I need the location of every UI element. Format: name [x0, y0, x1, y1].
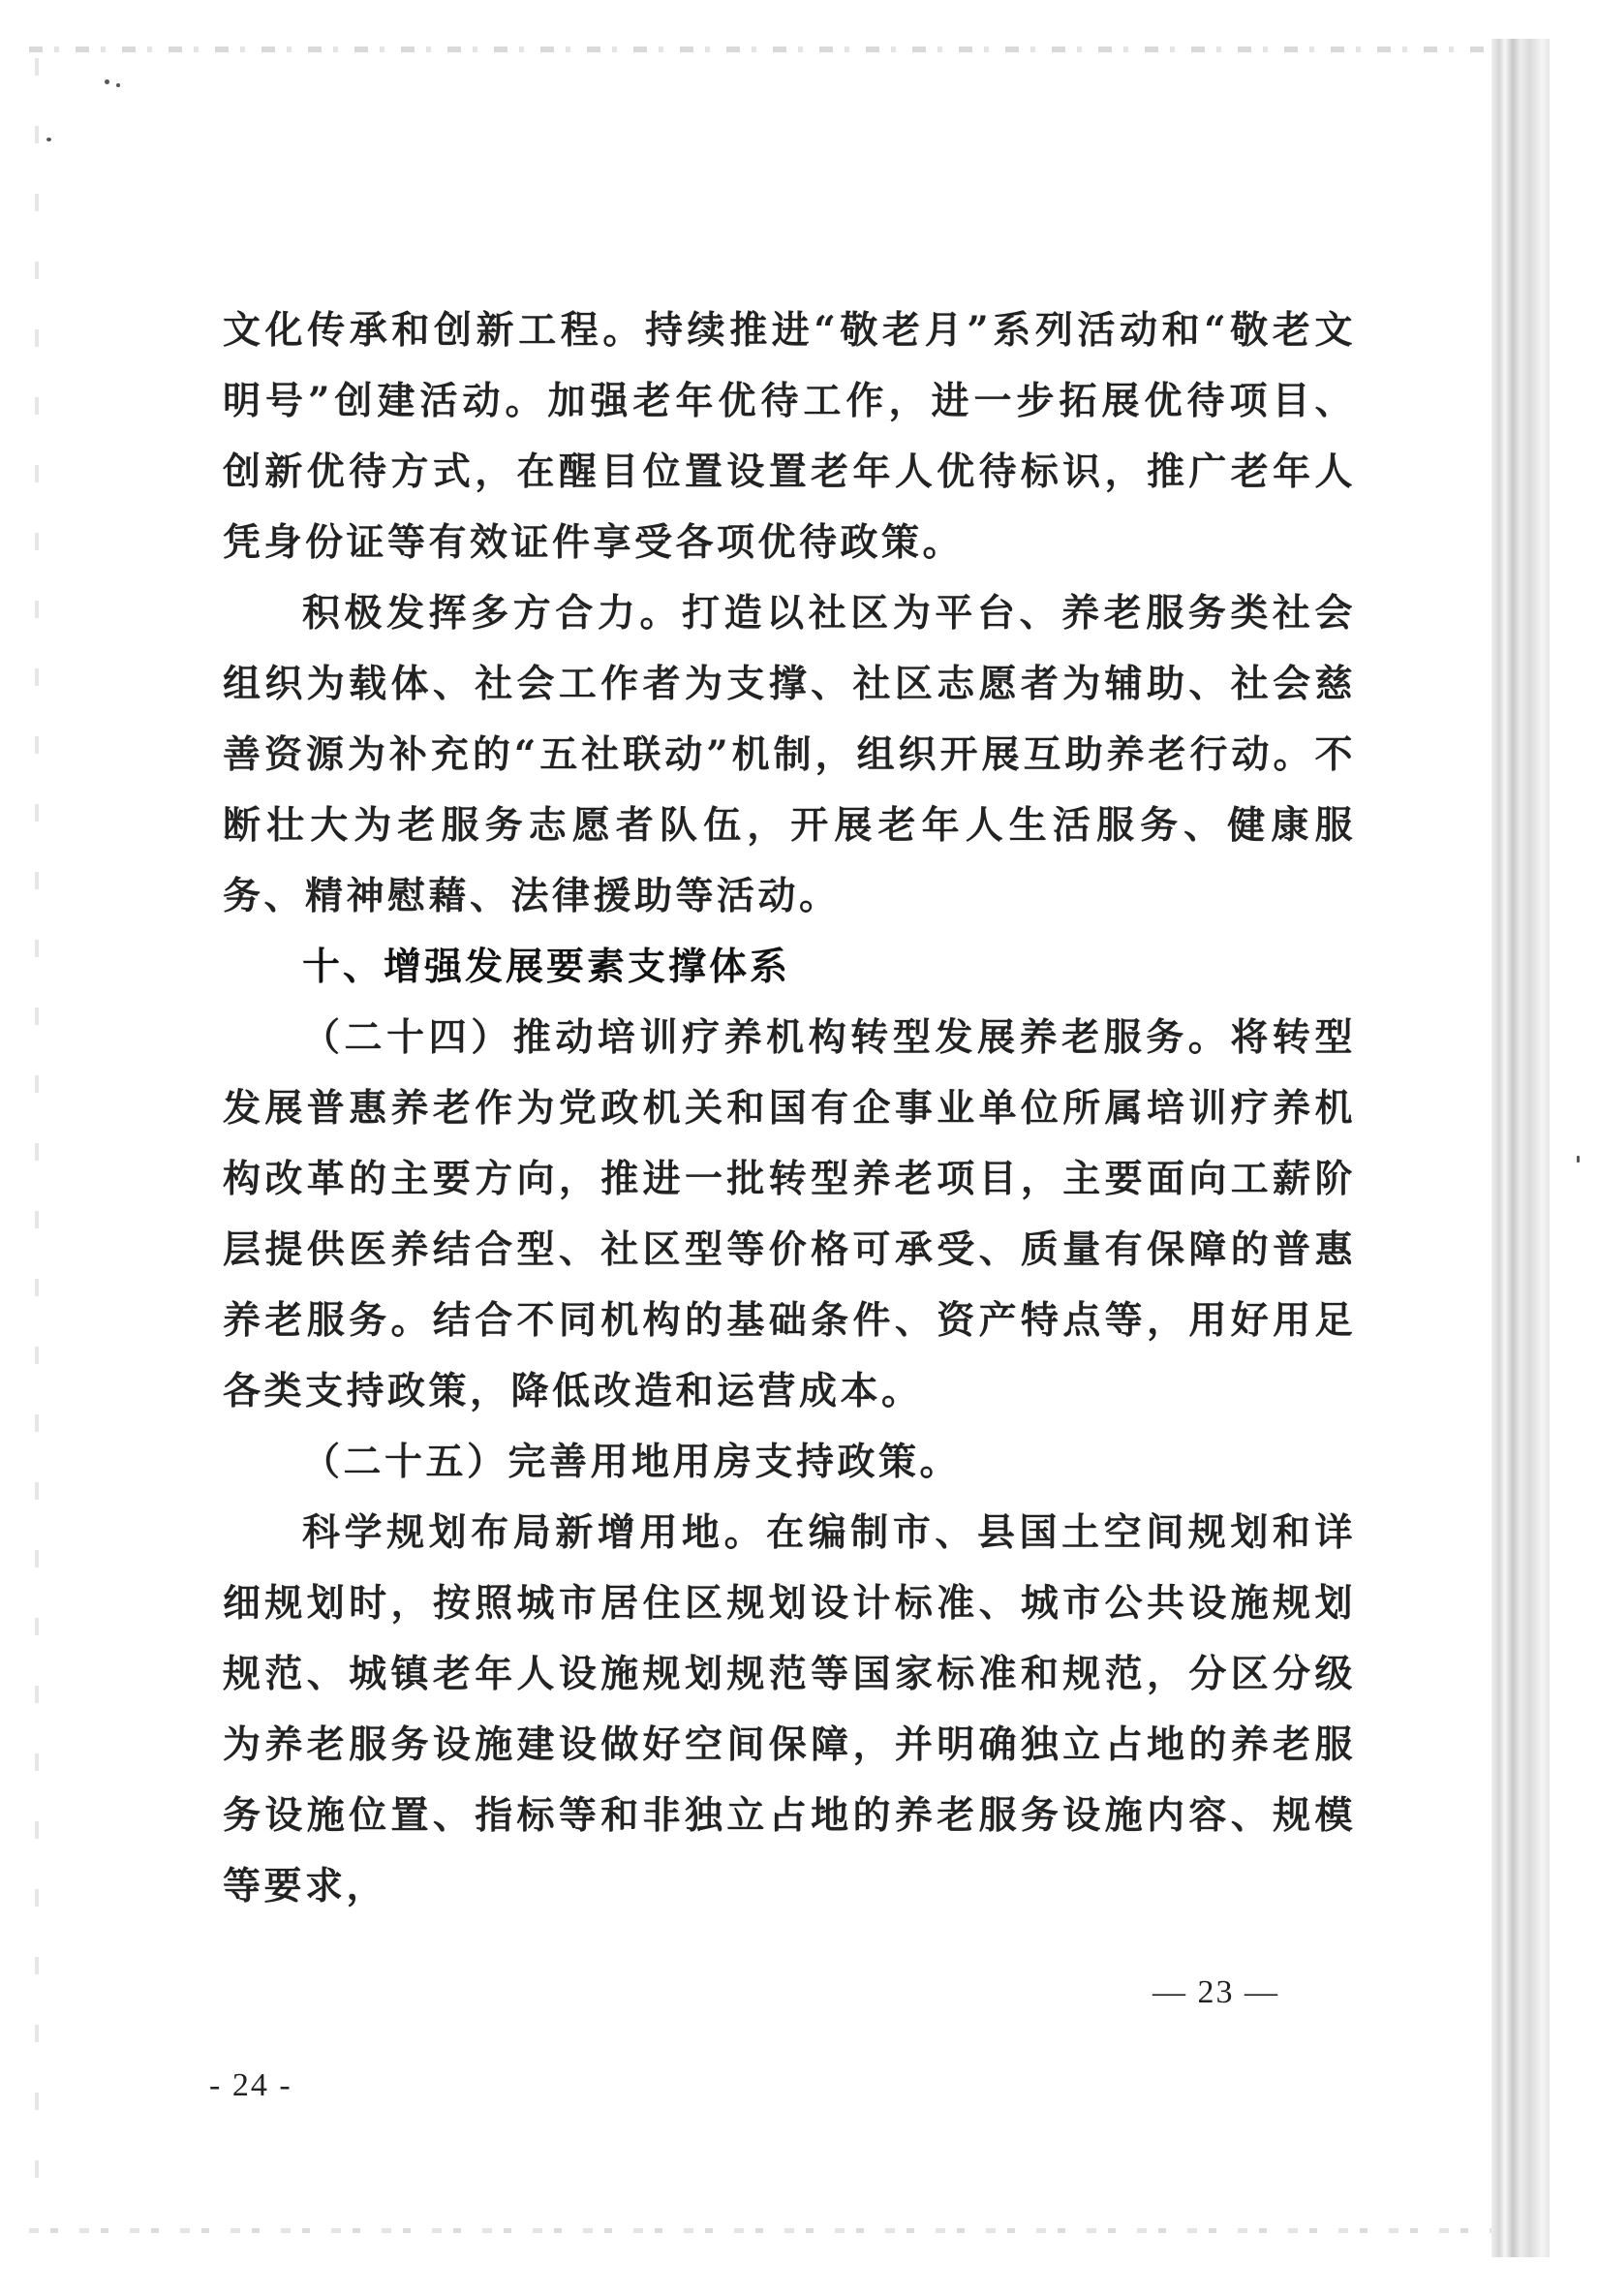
scan-edge-top — [29, 47, 1491, 52]
paragraph-multi-party-synergy: 积极发挥多方合力。打造以社区为平台、养老服务类社会组织为载体、社会工作者为支撑、社区志愿者为辅助、社会慈善资源为补充的“五社联动”机制，组织开展互助养老行动。不断壮大为老服务志愿者队伍，开展老年人生活服务、健康服务、精神慰藉、法律援助等活动。 — [223, 591, 1356, 918]
scan-edge-left — [35, 58, 39, 2218]
scan-edge-bottom — [29, 2228, 1491, 2233]
page-number-left: - 24 - — [209, 2067, 292, 2103]
paragraph-item-24: （二十四）推动培训疗养机构转型发展养老服务。将转型发展普惠养老作为党政机关和国有企事业单位所属培训疗养机构改革的主要方向，推进一批转型养老项目，主要面向工薪阶层提供医养结合型、社区型等价格可承受、质量有保障的普惠养老服务。结合不同机构的基础条件、资产特点等，用好用足各类支持政策，降低改造和运营成本。 — [223, 1015, 1356, 1413]
paragraph-culture-inheritance: 文化传承和创新工程。持续推进“敬老月”系列活动和“敬老文明号”创建活动。加强老年优待工作，进一步拓展优待项目、创新优待方式，在醒目位置设置老年人优待标识，推广老年人凭身份证等有效证件享受各项优待政策。 — [223, 308, 1356, 565]
scan-speck — [105, 79, 109, 84]
section-heading-10: 十、增强发展要素支撑体系 — [302, 946, 791, 989]
scan-speck — [46, 138, 51, 141]
scan-speck — [116, 83, 120, 87]
paragraph-land-planning: 科学规划布局新增用地。在编制市、县国土空间规划和详细规划时，按照城市居住区规划设计标准、城市公共设施规划规范、城镇老年人设施规划规范等国家标准和规范，分区分级为养老服务设施建设做好空间保障，并明确独立占地的养老服务设施位置、指标等和非独立占地的养老服务设施内容、规模等要求， — [223, 1510, 1356, 1908]
scan-speck — [1577, 1156, 1580, 1163]
page-number-right: — 23 — — [1152, 1974, 1279, 2010]
paragraph-item-25: （二十五）完善用地用房支持政策。 — [302, 1440, 962, 1484]
scan-binding-shadow — [1491, 39, 1550, 2257]
document-body — [223, 295, 1356, 1922]
